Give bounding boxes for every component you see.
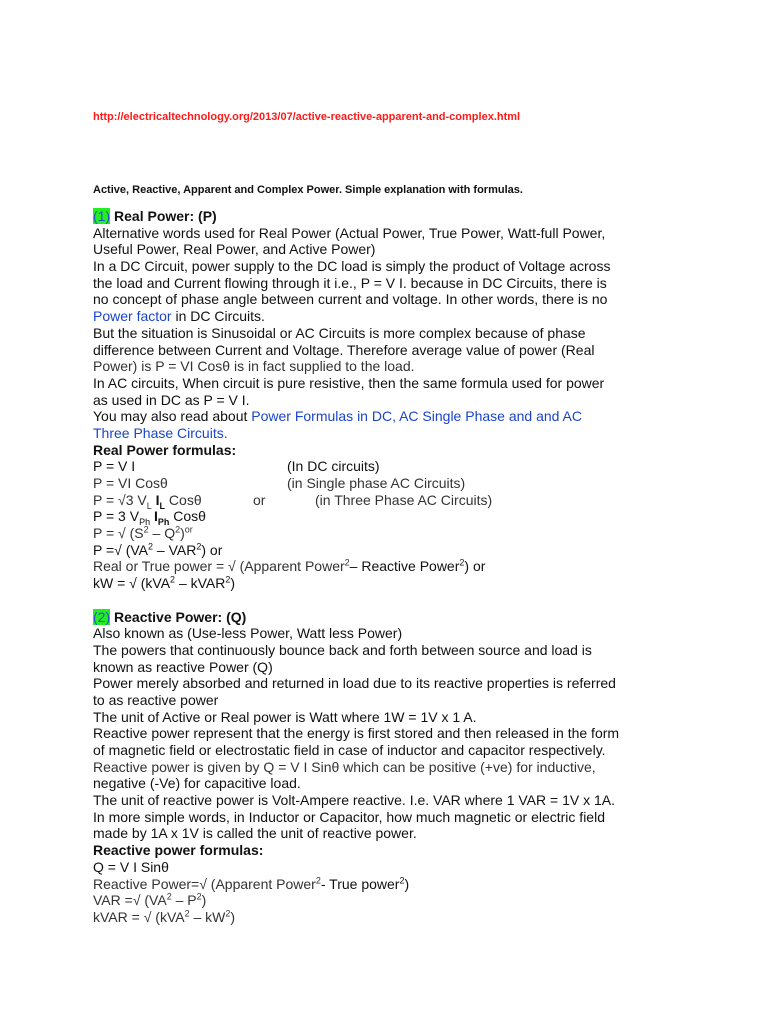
paragraph-line: as used in DC as P = V I.: [93, 391, 250, 408]
paragraph-line: Reactive power is given by Q = V I Sinθ which can be positive (+ve) for inductive,: [93, 758, 596, 775]
paragraph-line: Also known as (Use-less Power, Watt less Power): [93, 625, 403, 642]
formula-note: (in Single phase AC Circuits): [287, 475, 466, 491]
formula-line: VAR =√ $(VA^2 - P^2)$: [93, 891, 207, 909]
paragraph-line: Power) is P = VI Cosθ is in fact supplied to the load.: [93, 358, 415, 375]
paragraph-text: in DC Circuits.: [171, 308, 265, 325]
formula-note: (in Three Phase AC Circuits): [315, 491, 493, 508]
paragraph-line: The unit of reactive power is Volt-Ampere reactive. I.e. VAR where 1 VAR = 1V x 1A.: [93, 792, 615, 809]
paragraph-line: the load and Current flowing through it i.e., P = V I. because in DC Circuits, there is: [93, 274, 607, 291]
paragraph-line: In more simple words, in Inductor or Capacitor, how much magnetic or electric field: [93, 808, 605, 825]
paragraph-line: Useful Power, Real Power, and Active Power): [93, 241, 376, 258]
formula: P = V I: [93, 458, 136, 475]
paragraph-line: to as reactive power: [93, 691, 219, 708]
paragraph-line: negative (-Ve) for capacitive load.: [93, 775, 301, 792]
paragraph-line: Reactive power represent that the energy is first stored and then released in the form: [93, 725, 620, 742]
formula-line: Reactive Power=√ (Apparent Power$^2$- True power$^2$): [93, 874, 410, 892]
power-formulas-link-continued[interactable]: Three Phase Circuits.: [93, 424, 228, 441]
formula: P = √3 $V_L$ $I_L$ Cosθ: [93, 491, 202, 511]
formula-line: P = 3 $V_{Ph}$ $I_{Ph}$ Cosθ: [93, 508, 206, 528]
paragraph-line: of magnetic field or electrostatic field in case of inductor and capacitor respectively.: [93, 742, 606, 758]
paragraph-line: difference between Current and Voltage. Therefore average value of power (Real: [93, 341, 595, 358]
paragraph-line: known as reactive Power (Q): [93, 658, 273, 675]
section-number-badge: (1): [93, 208, 111, 224]
formula-line: P = √ $(S^2 - Q^2)^{or}$: [93, 524, 193, 542]
paragraph-line: no concept of phase angle between current and voltage. In other words, there is no: [93, 291, 608, 308]
paragraph-line: [93, 308, 693, 325]
section-spacer: [93, 592, 693, 609]
article-subtitle: Active, Reactive, Apparent and Complex Power. Simple explanation with formulas.: [93, 184, 523, 196]
power-formulas-link[interactable]: Power Formulas in DC, AC Single Phase and and AC: [251, 408, 582, 425]
section-number-badge: (2): [93, 608, 111, 625]
paragraph-text: You may also read about: [93, 408, 252, 425]
paragraph-line: [93, 425, 693, 442]
power-factor-link[interactable]: Power factor: [93, 308, 172, 325]
paragraph-line: In AC circuits, When circuit is pure resistive, then the same formula used for power: [93, 374, 605, 391]
paragraph-line: made by 1A x 1V is called the unit of reactive power.: [93, 825, 417, 842]
reactive-power-heading: [93, 609, 693, 626]
paragraph-line: [93, 408, 693, 425]
formula-line: Q = V I Sinθ: [93, 858, 169, 875]
real-power-heading: [93, 208, 693, 225]
formula: P = VI Cosθ: [93, 475, 168, 491]
reactive-power-title: Reactive Power: (Q): [114, 608, 247, 625]
formula-line: [93, 458, 693, 475]
paragraph-line: In a DC Circuit, power supply to the DC load is simply the product of Voltage across: [93, 258, 611, 275]
reactive-power-formulas-heading: Reactive power formulas:: [93, 842, 264, 859]
formula-line: kVAR = √ $(kVA^2 - kW^2)$: [93, 908, 236, 925]
formula-line: [93, 475, 693, 492]
formula-or: or: [253, 491, 266, 508]
source-url-link[interactable]: http://electricaltechnology.org/2013/07/active-reactive-apparent-and-complex.html: [93, 111, 521, 123]
paragraph-line: The unit of Active or Real power is Watt where 1W = 1V x 1 A.: [93, 708, 477, 725]
paragraph-line: Alternative words used for Real Power (Actual Power, True Power, Watt-full Power,: [93, 224, 606, 241]
paragraph-line: The powers that continuously bounce back and forth between source and load is: [93, 641, 592, 658]
real-power-title: Real Power: (P): [114, 208, 217, 224]
real-power-formulas-heading: Real Power formulas:: [93, 441, 237, 458]
article-body: [93, 208, 693, 926]
formula-line: [93, 492, 693, 509]
paragraph-line: But the situation is Sinusoidal or AC Circuits is more complex because of phase: [93, 324, 586, 341]
formula-note: (In DC circuits): [287, 458, 380, 475]
formula-line: Real or True power = √ (Apparent Power$^2$– Reactive Power$^2$) or: [93, 557, 486, 575]
formula-line: P =√ $(VA^2 - VAR^2)$ or: [93, 541, 223, 558]
formula-line: kW = √ (kVA$^2$ – kVAR$^2$): [93, 574, 236, 592]
paragraph-line: Power merely absorbed and returned in load due to its reactive properties is referred: [93, 675, 616, 692]
